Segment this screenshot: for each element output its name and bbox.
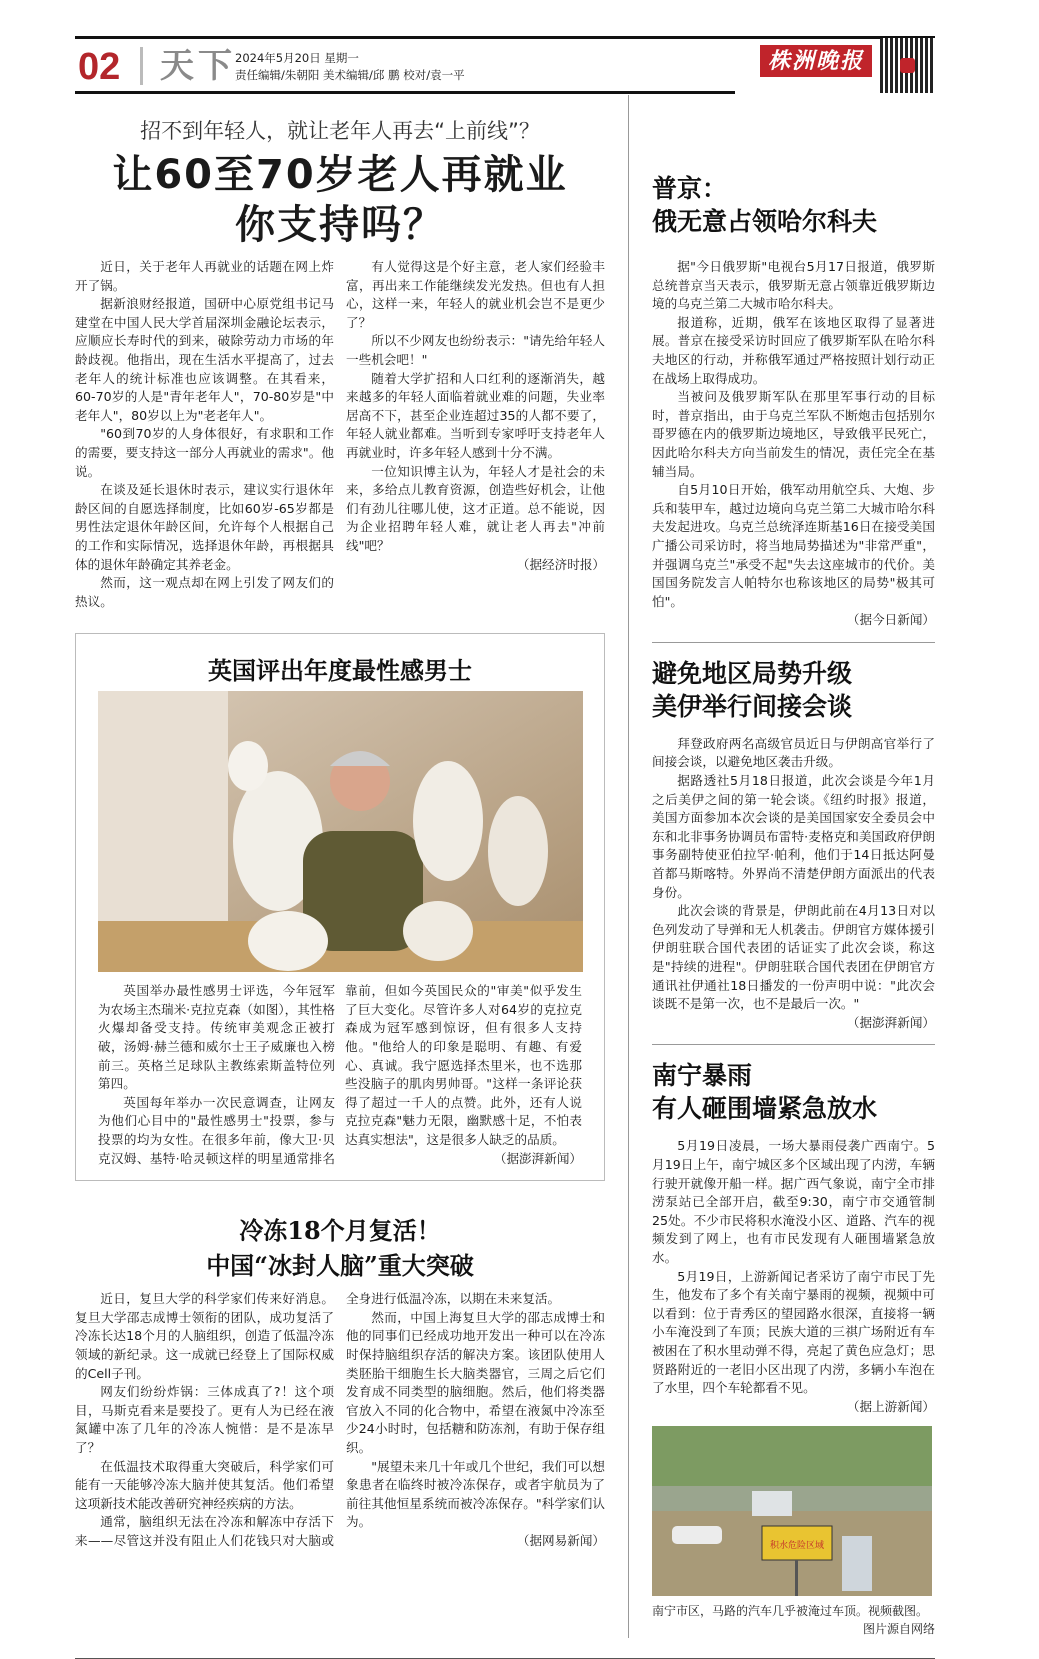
putin-headline-line2: 俄无意占领哈尔科夫 <box>652 207 878 236</box>
nanning-flood-photo <box>652 1426 932 1596</box>
right-column <box>628 95 935 1638</box>
paragraph: 网友们纷纷炸锅：三体成真了?！这个项目，马斯克看来是要投了。更有人为已经在液氮罐中冻了几年的冷冻人惋惜：是不是冻早了？ <box>75 1384 334 1455</box>
paragraph: 近日，关于老年人再就业的话题在网上炸开了锅。 <box>75 259 334 293</box>
paragraph: 5月19日凌晨，一场大暴雨侵袭广西南宁。5月19日上午，南宁城区多个区域出现了内涝，车辆行驶开就像开船一样。据广西气象说，南宁全市排涝泵站已全部开启，截至9:30，南宁市交通管制25处。不少市民将积水淹没小区、道路、汽车的视频发到了网上，也有市民发现有人砸围墙紧急放水。 <box>652 1138 935 1265</box>
nanning-headline-line1: 南宁暴雨 <box>652 1061 753 1091</box>
iran-headline-line2: 美伊举行间接会谈 <box>652 691 853 721</box>
putin-headline-line1: 普京： <box>652 174 728 203</box>
nanning-photo-caption: 南宁市区，马路的汽车几乎被淹过车顶。视频截图。 <box>652 1604 929 1619</box>
masthead-logo: 株洲晚报 <box>760 45 872 77</box>
brain-headline-line1: 冷冻18个月复活！ <box>239 1216 441 1246</box>
paragraph: 有人觉得这是个好主意，老人家们经验丰富，再出来工作能继续发光发热。但也有人担心，这样一来，年轻人的就业机会岂不是更少了？ <box>346 259 605 330</box>
paragraph: 英国每年举办一次民意调查，让网友为他们心目中的"最性感男士"投票，参与投票的均为女性。在很多年前，像大卫·贝克汉姆、基特·哈灵顿这样的明星通常排名靠前，但如今英国民众的"审美"似乎发生了巨大变化。尽管许多人对64岁的克拉克森成为冠军感到惊讶，但有很多人支持他。"他给人的印象是聪明、有趣、有爱心、真诚。我宁愿选择杰里米，也不选那些没脑子的肌肉男帅哥。"这样一条评论获得了超过一千人的点赞。此外，还有人说克拉克森"魅力无限，幽默感十足，不怕表达真实想法"，这是很多人缺乏的品质。 <box>98 983 582 1166</box>
paragraph: 然而，中国上海复旦大学的邵志成博士和他的同事们已经成功地开发出一种可以在冷冻时保持脑组织存活的解决方案。该团队使用人类胚胎干细胞生长大脑类器官，三周之后它们发育成不同类型的脑细胞。然后，他们将类器官放入不同的化合物中，希望在液氮中冷冻至少24小时时，包括糖和防冻剂，有助于保存组织。 <box>346 1309 605 1455</box>
paragraph: 在低温技术取得重大突破后，科学家们可能有一天能够冷冻大脑并使其复活。他们希望这项新技术能改善研究神经疾病的方法。 <box>75 1458 334 1511</box>
paragraph: 一位知识博主认为，年轻人才是社会的未来，多给点儿教育资源，创造些好机会，让他们有劲儿往哪儿使，这才正道。总不能说，因为企业招聘年轻人难，就让老人再去"冲前线"吧？ <box>346 463 605 553</box>
lead-headline-line1: 让60至70岁老人再就业 <box>112 152 568 198</box>
iran-article-body <box>652 735 935 1033</box>
brain-headline-line2: 中国“冰封人脑”重大突破 <box>206 1251 474 1281</box>
paragraph: 报道称，近期，俄军在该地区取得了显著进展。普京在接受采访时回应了俄罗斯军队在哈尔科夫地区的行动，并称俄军通过严格按照计划行动正在战场上取得成功。 <box>652 314 935 386</box>
source-credit: （据网易新闻） <box>516 1532 605 1548</box>
paragraph: 据路透社5月18日报道，此次会谈是今年1月之后美伊之间的第一轮会谈。《纽约时报》报道，美国方面参加本次会谈的是美国国家安全委员会中东和北非事务协调员布雷特·麦格克和美国政府伊朗事务副特使亚伯拉罕·帕利，他们于14日抵达阿曼首都马斯喀特。外界尚不清楚伊朗方面派出的代表身份。 <box>652 773 935 900</box>
uk-photo <box>98 691 583 972</box>
source-credit: （据今日新闻） <box>846 612 935 628</box>
source-credit: （据上游新闻） <box>846 1398 935 1414</box>
paragraph: 英国举办最性感男士评选，今年冠军为农场主杰瑞米·克拉克森（如图），其性格火爆却备受支持。传统审美观念正被打破，汤姆·赫兰德和威尔士王子威廉也入榜前三。英格兰足球队主教练索斯盖特位列第四。 <box>98 983 335 1092</box>
nanning-photo-credit: 图片源自网络 <box>862 1622 935 1637</box>
putin-article-body <box>652 258 935 630</box>
paragraph: 当被问及俄罗斯军队在那里军事行动的目标时，普京指出，由于乌克兰军队不断炮击包括别尔哥罗德在内的俄罗斯边境地区，导致俄平民死亡，因此哈尔科夫方向当前发生的情况，责任完全在基辅当局。 <box>652 389 935 479</box>
paragraph: 5月19日，上游新闻记者采访了南宁市民丁先生，他发布了多个有关南宁暴雨的视频，视频中可以看到：位于青秀区的望园路水很深，直接将一辆小车淹没到了车顶；民族大道的三祺广场附近有车被困在了积水里动弹不得，亮起了黄色应急灯；思贤路附近的一老旧小区出现了内涝，多辆小车泡在了水里，四个车轮都看不见。 <box>652 1268 935 1396</box>
section-name: 天下 <box>160 46 236 86</box>
nanning-headline-line2: 有人砸围墙紧急放水 <box>652 1094 878 1124</box>
paragraph: 在谈及延长退休时表示，建议实行退休年龄区间的自愿选择制度，比如60岁-65岁都是男性法定退休年龄区间，允许每个人根据自己的工作和实际情况，选择退休年龄，再根据具体的退休年龄确定其养老金。 <box>75 482 334 572</box>
brain-article-body <box>75 1290 605 1550</box>
paragraph: 据新浪财经报道，国研中心原党组书记马建堂在中国人民大学首届深圳金融论坛表示，应顺应长寿时代的到来，破除劳动力市场的年龄歧视。他指出，现在生活水平提高了，过去老年人的统计标准也应该调整。在其看来，60-70岁的人是"青年老年人"，70-80岁是"中老年人"，80岁以上为"老老年人"。 <box>75 296 334 423</box>
paragraph: 所以不少网友也纷纷表示："请先给年轻人一些机会吧！" <box>346 333 605 367</box>
paragraph: 此次会谈的背景是，伊朗此前在4月13日对以色列发动了导弹和无人机袭击。伊朗官方媒体援引伊朗驻联合国代表团的话证实了此次会谈，称这是"持续的进程"。伊朗驻联合国代表团在伊朗官方通讯社伊通社18日播发的一份声明中说："此次会谈既不是第一次，也不是最后一次。" <box>652 903 935 1012</box>
editor-credits: 责任编辑/朱朝阳 美术编辑/邱 鹏 校对/袁一平 <box>235 68 465 82</box>
right-divider-2 <box>652 1044 935 1045</box>
source-credit: （据经济时报） <box>516 556 605 572</box>
uk-article-body <box>98 982 582 1168</box>
nanning-article-body <box>652 1137 935 1416</box>
flood-sign-text: 积水危险区域 <box>769 1541 825 1552</box>
paragraph: "60到70岁的人身体很好，有求职和工作的需要，要支持这一部分人再就业的需求"。他说。 <box>75 426 334 479</box>
source-credit: （据澎湃新闻） <box>493 1150 582 1166</box>
uk-headline: 英国评出年度最性感男士 <box>208 656 472 686</box>
lead-kicker: 招不到年轻人，就让老年人再去“上前线”？ <box>140 119 540 143</box>
paragraph: 自5月10日开始，俄军动用航空兵、大炮、步兵和装甲车，越过边境向乌克兰第二大城市哈尔科夫发起进攻。乌克兰总统泽连斯基16日在接受美国广播公司采访时，将当地局势描述为"非常严重"，并强调乌克兰"承受不起"失去这座城市的代价。美国国务院发言人帕特尔也称该地区的局势"极其可怕"。 <box>652 482 935 609</box>
paragraph: "展望未来几十年或几个世纪，我们可以想象患者在临终时被冷冻保存，或者宇航员为了前往其他恒星系统而被冷冻保存。"科学家们认为。 <box>346 1458 605 1530</box>
paragraph: 通常，脑组织无法在冷冻和解冻中存活下来——尽管这并没有阻止人们花钱只对大脑或全身进行低温冷冻，以期在未来复活。 <box>75 1291 561 1548</box>
uk-article-box <box>75 633 605 1181</box>
paragraph: 随着大学扩招和人口红利的逐渐消失，越来越多的年轻人面临着就业难的问题，失业率居高不下，甚至企业连超过35的人都不要了，年轻人就业都难。当听到专家呼吁支持老年人再就业时，许多年轻人感到十分不满。 <box>346 370 605 460</box>
left-column <box>75 95 605 1551</box>
right-divider-1 <box>652 642 935 643</box>
iran-headline-line1: 避免地区局势升级 <box>652 658 853 688</box>
lead-article-body <box>75 258 605 611</box>
paragraph: 然而，这一观点却在网上引发了网友们的热议。 <box>75 575 334 609</box>
paragraph: 拜登政府两名高级官员近日与伊朗高官举行了间接会谈，以避免地区袭击升级。 <box>652 735 935 770</box>
paragraph: 近日，复旦大学的科学家们传来好消息。复旦大学邵志成博士领衔的团队，成功复活了冷冻长达18个月的人脑组织，创造了低温冷冻领域的新纪录。这一成就已经登上了国际权威的Cell子刊。 <box>75 1291 334 1381</box>
issue-date: 2024年5月20日 星期一 <box>235 51 359 65</box>
paragraph: 据"今日俄罗斯"电视台5月17日报道，俄罗斯总统普京当天表示，俄罗斯无意占领靠近俄罗斯边境的乌克兰第二大城市哈尔科夫。 <box>652 259 935 312</box>
lead-headline-line2: 你支持吗？ <box>235 202 445 248</box>
source-credit: （据澎湃新闻） <box>846 1014 935 1030</box>
page-number: 02 <box>78 46 121 88</box>
